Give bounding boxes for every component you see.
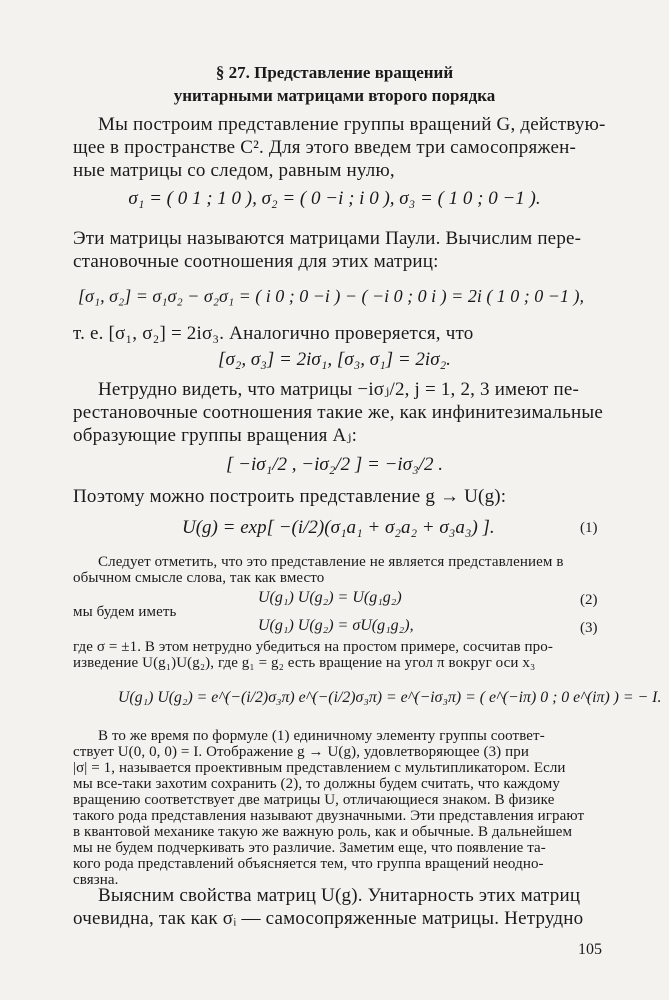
paragraph-line: ные матрицы со следом, равным нулю, <box>73 160 395 181</box>
equation-4: U(g₁) U(g₂) = e^(−(i/2)σ₃π) e^(−(i/2)σ₃π) = e^(−iσ₃π) = ( e^(−iπ) 0 ; 0 e^(iπ) ) = − I. <box>118 689 662 706</box>
small-text-line: мы будем иметь <box>73 604 177 620</box>
paragraph-line: Мы построим представление группы вращений G, действую- <box>98 114 606 135</box>
small-text-line: обычном смысле слова, так как вместо <box>73 570 325 586</box>
paragraph-line: очевидна, так как σᵢ — самосопряженные матрицы. Нетрудно <box>73 908 584 929</box>
small-text-line: В то же время по формуле (1) единичному элементу группы соответ- <box>98 728 545 744</box>
paragraph-line: рестановочные соотношения такие же, как инфинитезимальные <box>73 402 603 423</box>
equation-number-3: (3) <box>580 620 598 636</box>
paragraph-line: образующие группы вращения Aⱼ: <box>73 425 358 446</box>
small-text-line: мы не будем подчеркивать это различие. Заметим еще, что появление та- <box>73 840 546 856</box>
small-text-line: такого рода представления называют двузначными. Эти представления играют <box>73 808 585 824</box>
paragraph-line: Нетрудно видеть, что матрицы −iσⱼ/2, j = 1, 2, 3 имеют пе- <box>98 379 580 400</box>
page-number: 105 <box>578 941 602 958</box>
small-text-line: в квантовой механике такую же важную роль, как и обычные. В дальнейшем <box>73 824 573 840</box>
paragraph-line: Выясним свойства матриц U(g). Унитарность этих матриц <box>98 885 581 906</box>
paragraph-line: становочные соотношения для этих матриц: <box>73 251 439 272</box>
equation-3: U(g₁) U(g₂) = σU(g₁g₂), <box>258 617 414 634</box>
paragraph-line: щее в пространстве C². Для этого введем три самосопряжен- <box>73 137 577 158</box>
equation-commutators-2: [σ₂, σ₃] = 2iσ₁, [σ₃, σ₁] = 2iσ₂. <box>218 349 451 370</box>
section-title-line-2: унитарными матрицами второго порядка <box>173 86 496 105</box>
small-text-line: Следует отметить, что это представление не является представлением в <box>98 554 564 570</box>
small-text-line: кого рода представлений объясняется тем, что группа вращений неодно- <box>73 856 544 872</box>
paragraph-line: Эти матрицы называются матрицами Паули. Вычислим пере- <box>73 228 582 249</box>
equation-number-1: (1) <box>580 520 598 536</box>
small-text-line: изведение U(g₁)U(g₂), где g₁ = g₂ есть вращение на угол π вокруг оси x₃ <box>73 655 536 671</box>
paragraph-line: Поэтому можно построить представление g → U(g): <box>73 486 507 507</box>
small-text-line: |σ| = 1, называется проективным представлением с мультипликатором. Если <box>73 760 566 776</box>
paragraph-line: т. е. [σ₁, σ₂] = 2iσ₃. Аналогично проверяется, что <box>73 323 474 344</box>
equation-infinitesimal: [ −iσ₁/2 , −iσ₂/2 ] = −iσ₃/2 . <box>226 454 443 475</box>
equation-number-2: (2) <box>580 592 598 608</box>
small-text-line: где σ = ±1. В этом нетрудно убедиться на простом примере, сосчитав про- <box>73 639 553 655</box>
equation-1: U(g) = exp[ −(i/2)(σ₁a₁ + σ₂a₂ + σ₃a₃) ]. <box>182 517 495 538</box>
equation-2: U(g₁) U(g₂) = U(g₁g₂) <box>258 589 402 606</box>
equation-pauli-matrices: σ₁ = ( 0 1 ; 1 0 ), σ₂ = ( 0 −i ; i 0 ), σ₃ = ( 1 0 ; 0 −1 ). <box>128 188 541 209</box>
small-text-line: связна. <box>73 872 119 888</box>
small-text-line: вращению соответствует две матрицы U, отличающиеся знаком. В физике <box>73 792 555 808</box>
small-text-line: мы все-таки захотим сохранить (2), то должны будем считать, что каждому <box>73 776 560 792</box>
equation-commutator: [σ₁, σ₂] = σ₁σ₂ − σ₂σ₁ = ( i 0 ; 0 −i ) − ( −i 0 ; 0 i ) = 2i ( 1 0 ; 0 −1 ), <box>78 286 584 306</box>
section-title-line-1: § 27. Представление вращений <box>215 63 454 82</box>
small-text-line: ствует U(0, 0, 0) = I. Отображение g → U(g), удовлетворяющее (3) при <box>73 744 529 760</box>
